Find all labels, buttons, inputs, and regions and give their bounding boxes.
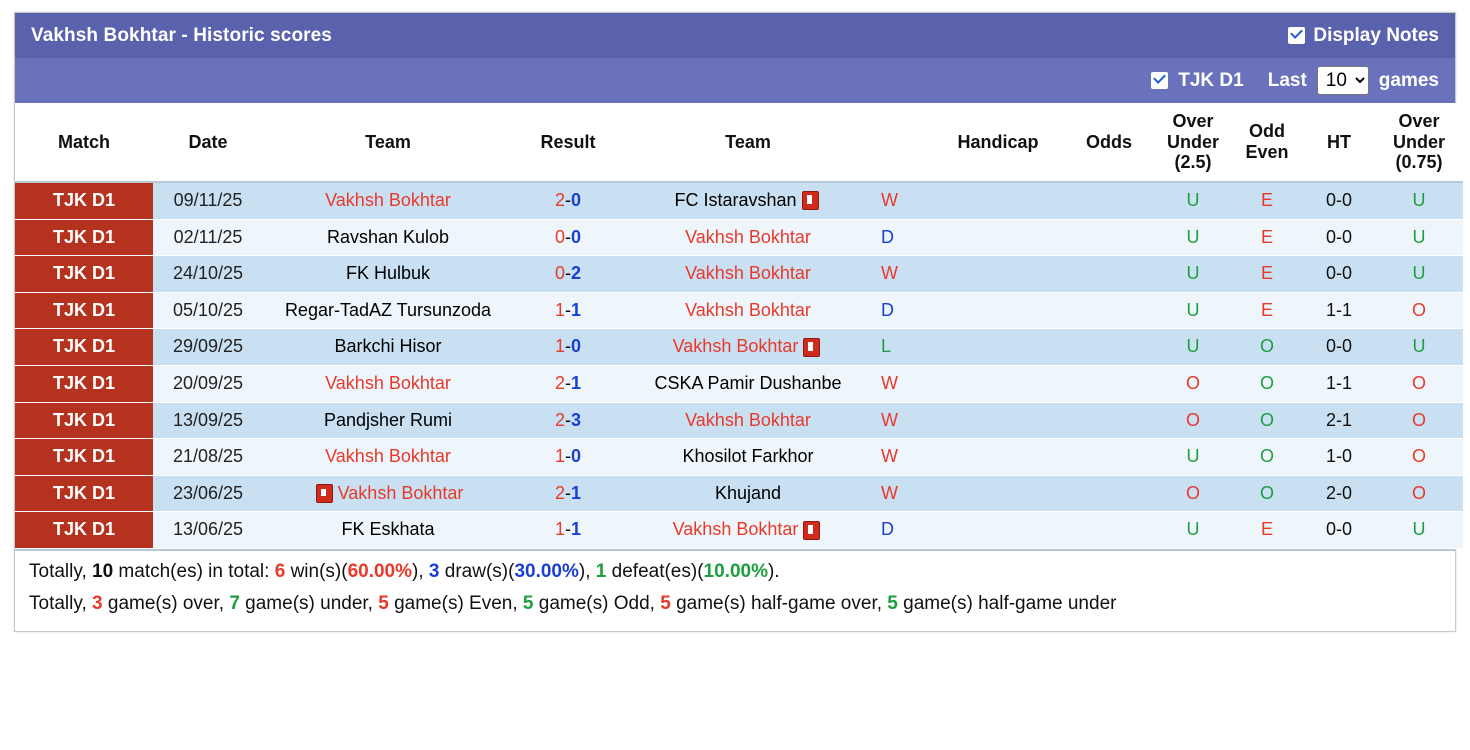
summary2-over: 3: [92, 593, 103, 614]
cell-league: TJK D1: [15, 182, 153, 219]
summary2-t1: game(s) over,: [102, 593, 230, 614]
cell-date: 20/09/25: [153, 366, 263, 403]
table-row[interactable]: [15, 292, 1463, 329]
home-team-name: Vakhsh Bokhtar: [325, 446, 451, 467]
games-count-select[interactable]: [1317, 66, 1369, 95]
away-team-name: Vakhsh Bokhtar: [685, 263, 811, 284]
cell-over-under-075: O: [1375, 475, 1463, 512]
col-wdl: [873, 103, 933, 182]
cell-wdl: W: [873, 475, 933, 512]
cell-odd-even: E: [1231, 219, 1303, 256]
cell-handicap: [933, 329, 1063, 366]
summary2-t4: game(s) Odd,: [533, 593, 661, 614]
cell-odd-even: O: [1231, 475, 1303, 512]
summary2-t3: game(s) Even,: [388, 593, 523, 614]
cell-ht: 1-0: [1303, 439, 1375, 476]
cell-wdl: W: [873, 366, 933, 403]
cell-home-team[interactable]: [263, 402, 513, 439]
cell-date: 23/06/25: [153, 475, 263, 512]
cell-ht: 1-1: [1303, 366, 1375, 403]
summary2-under: 7: [229, 593, 240, 614]
summary2-t5: game(s) half-game over,: [670, 593, 888, 614]
red-card-icon: [803, 521, 820, 540]
col-odds: Odds: [1063, 103, 1155, 182]
summary2-t2: game(s) under,: [239, 593, 379, 614]
col-handicap: Handicap: [933, 103, 1063, 182]
cell-odds: [1063, 439, 1155, 476]
cell-ht: 0-0: [1303, 329, 1375, 366]
away-team-name: Vakhsh Bokhtar: [685, 226, 811, 247]
cell-over-under-25: U: [1155, 512, 1231, 549]
cell-odds: [1063, 182, 1155, 219]
cell-over-under-075: O: [1375, 402, 1463, 439]
cell-away-team[interactable]: [623, 402, 873, 439]
cell-away-team[interactable]: [623, 182, 873, 219]
summary2-half-under: 5: [887, 593, 898, 614]
red-card-icon: [802, 191, 819, 210]
away-team-name: FC Istaravshan: [674, 190, 797, 211]
col-team-home: Team: [263, 103, 513, 182]
col-ou075-line1: Over: [1398, 111, 1440, 131]
cell-over-under-075: U: [1375, 182, 1463, 219]
cell-odds: [1063, 475, 1155, 512]
summary-draw-pct: 30.00%: [514, 561, 579, 582]
cell-odd-even: E: [1231, 292, 1303, 329]
col-over-under-25: [1155, 103, 1231, 182]
col-ou25-line2: Under: [1166, 131, 1219, 152]
cell-date: 29/09/25: [153, 329, 263, 366]
red-card-icon: [803, 338, 820, 357]
table-header-row: [15, 103, 1463, 182]
summary-end: ).: [767, 561, 780, 582]
cell-date: 13/06/25: [153, 512, 263, 549]
col-match: Match: [15, 103, 153, 182]
table-row[interactable]: [15, 256, 1463, 293]
summary-defeat-pct: 10.00%: [703, 561, 768, 582]
col-team-away: Team: [623, 103, 873, 182]
summary-mid5: ),: [578, 561, 596, 582]
cell-over-under-25: U: [1155, 182, 1231, 219]
home-team-name: Barkchi Hisor: [334, 336, 442, 357]
table-row[interactable]: [15, 512, 1463, 549]
cell-over-under-075: U: [1375, 512, 1463, 549]
cell-league: TJK D1: [15, 219, 153, 256]
col-result: Result: [513, 103, 623, 182]
cell-away-team[interactable]: [623, 292, 873, 329]
summary-mid1: match(es) in total:: [113, 561, 275, 582]
cell-odds: [1063, 402, 1155, 439]
table-row[interactable]: [15, 439, 1463, 476]
cell-ht: 2-1: [1303, 402, 1375, 439]
cell-away-team[interactable]: [623, 329, 873, 366]
table-row[interactable]: [15, 475, 1463, 512]
cell-home-team[interactable]: [263, 256, 513, 293]
away-team-name: Vakhsh Bokhtar: [685, 409, 811, 430]
col-oddeven-line2: Even: [1245, 142, 1289, 163]
last-label: Last: [1267, 69, 1307, 91]
cell-home-team[interactable]: [263, 182, 513, 219]
summary-footer: [15, 549, 1455, 631]
cell-date: 05/10/25: [153, 292, 263, 329]
cell-away-team[interactable]: [623, 475, 873, 512]
table-row[interactable]: [15, 182, 1463, 219]
home-team-name: Ravshan Kulob: [326, 226, 450, 247]
cell-result: 1-1: [513, 512, 623, 549]
cell-result: 0-2: [513, 256, 623, 293]
home-team-name: Vakhsh Bokhtar: [325, 190, 451, 211]
cell-over-under-25: U: [1155, 292, 1231, 329]
home-team-name: Regar-TadAZ Tursunzoda: [284, 299, 492, 320]
cell-handicap: [933, 512, 1063, 549]
summary-line-1: [29, 561, 1441, 583]
cell-league: TJK D1: [15, 256, 153, 293]
cell-over-under-25: U: [1155, 219, 1231, 256]
cell-wdl: L: [873, 329, 933, 366]
cell-wdl: W: [873, 182, 933, 219]
cell-handicap: [933, 182, 1063, 219]
cell-home-team[interactable]: [263, 475, 513, 512]
cell-over-under-25: O: [1155, 475, 1231, 512]
cell-league: TJK D1: [15, 366, 153, 403]
historic-scores-panel: [14, 12, 1456, 632]
cell-wdl: D: [873, 292, 933, 329]
cell-date: 13/09/25: [153, 402, 263, 439]
col-odd-even: [1231, 103, 1303, 182]
summary2-even: 5: [378, 593, 389, 614]
cell-odd-even: O: [1231, 366, 1303, 403]
cell-home-team[interactable]: [263, 512, 513, 549]
col-oddeven-line1: Odd: [1249, 121, 1285, 142]
cell-result: 1-0: [513, 329, 623, 366]
cell-handicap: [933, 402, 1063, 439]
cell-over-under-075: O: [1375, 439, 1463, 476]
cell-over-under-25: O: [1155, 366, 1231, 403]
home-team-name: Vakhsh Bokhtar: [325, 373, 451, 394]
cell-home-team[interactable]: [263, 366, 513, 403]
cell-handicap: [933, 366, 1063, 403]
cell-away-team[interactable]: [623, 512, 873, 549]
summary2-odd: 5: [522, 593, 534, 614]
col-ou25-line3: (2.5): [1174, 152, 1212, 173]
summary2-half-over: 5: [660, 593, 671, 614]
display-notes-toggle[interactable]: [1288, 25, 1439, 47]
summary-draws: 3: [428, 561, 440, 582]
summary-mid2: win(s)(: [285, 561, 348, 582]
cell-away-team[interactable]: [623, 366, 873, 403]
cell-odds: [1063, 219, 1155, 256]
cell-ht: 1-1: [1303, 292, 1375, 329]
table-row[interactable]: [15, 402, 1463, 439]
panel-subheader: [15, 58, 1455, 103]
cell-over-under-25: U: [1155, 256, 1231, 293]
col-ht: HT: [1303, 103, 1375, 182]
away-team-name: Vakhsh Bokhtar: [672, 519, 799, 540]
col-ou075-line2: Under: [1392, 131, 1445, 152]
cell-odds: [1063, 292, 1155, 329]
cell-odds: [1063, 512, 1155, 549]
cell-wdl: W: [873, 402, 933, 439]
summary-defeats: 1: [595, 561, 607, 582]
cell-ht: 0-0: [1303, 182, 1375, 219]
cell-over-under-25: O: [1155, 402, 1231, 439]
cell-home-team[interactable]: [263, 219, 513, 256]
games-label: games: [1378, 69, 1439, 91]
away-team-name: Vakhsh Bokhtar: [672, 336, 799, 357]
cell-ht: 0-0: [1303, 219, 1375, 256]
league-filter-checkbox[interactable]: [1151, 72, 1168, 89]
cell-league: TJK D1: [15, 329, 153, 366]
cell-over-under-25: U: [1155, 439, 1231, 476]
cell-date: 09/11/25: [153, 182, 263, 219]
col-ou075-line3: (0.75): [1395, 152, 1443, 173]
scores-table: [15, 103, 1463, 549]
panel-header: [15, 13, 1455, 58]
cell-odd-even: O: [1231, 329, 1303, 366]
away-team-name: CSKA Pamir Dushanbe: [654, 373, 842, 394]
cell-result: 2-0: [513, 182, 623, 219]
cell-result: 2-1: [513, 475, 623, 512]
away-team-name: Khujand: [714, 482, 782, 503]
cell-away-team[interactable]: [623, 219, 873, 256]
home-team-name: Pandjsher Rumi: [323, 409, 453, 430]
cell-result: 0-0: [513, 219, 623, 256]
table-body: [15, 182, 1463, 548]
cell-ht: 0-0: [1303, 256, 1375, 293]
cell-handicap: [933, 256, 1063, 293]
cell-odds: [1063, 329, 1155, 366]
cell-over-under-075: O: [1375, 292, 1463, 329]
cell-handicap: [933, 292, 1063, 329]
display-notes-label: Display Notes: [1313, 24, 1439, 46]
display-notes-checkbox[interactable]: [1288, 27, 1305, 44]
cell-ht: 0-0: [1303, 512, 1375, 549]
cell-handicap: [933, 475, 1063, 512]
cell-wdl: D: [873, 219, 933, 256]
cell-over-under-25: U: [1155, 329, 1231, 366]
col-ou25-line1: Over: [1172, 111, 1214, 131]
cell-home-team[interactable]: [263, 439, 513, 476]
home-team-name: FK Eskhata: [341, 519, 435, 540]
cell-odds: [1063, 366, 1155, 403]
table-row[interactable]: [15, 366, 1463, 403]
league-filter-label: TJK D1: [1178, 69, 1244, 91]
summary-mid6: defeat(es)(: [606, 561, 704, 582]
summary-win-pct: 60.00%: [347, 561, 413, 582]
home-team-name: FK Hulbuk: [345, 263, 431, 284]
table-row[interactable]: [15, 329, 1463, 366]
summary-total: 10: [92, 561, 114, 582]
cell-odds: [1063, 256, 1155, 293]
col-date: Date: [153, 103, 263, 182]
cell-wdl: D: [873, 512, 933, 549]
cell-date: 24/10/25: [153, 256, 263, 293]
red-yellow-card-icon: [316, 484, 333, 503]
cell-ht: 2-0: [1303, 475, 1375, 512]
summary-mid4: draw(s)(: [439, 561, 515, 582]
cell-handicap: [933, 439, 1063, 476]
summary2-pre: Totally,: [29, 593, 93, 614]
summary-mid3: ),: [412, 561, 429, 582]
cell-odd-even: E: [1231, 512, 1303, 549]
cell-league: TJK D1: [15, 512, 153, 549]
cell-home-team[interactable]: [263, 292, 513, 329]
cell-away-team[interactable]: [623, 256, 873, 293]
cell-league: TJK D1: [15, 439, 153, 476]
cell-over-under-075: O: [1375, 366, 1463, 403]
col-over-under-075: [1375, 103, 1463, 182]
summary-pre: Totally,: [29, 561, 93, 582]
cell-handicap: [933, 219, 1063, 256]
cell-odd-even: O: [1231, 402, 1303, 439]
cell-result: 2-1: [513, 366, 623, 403]
cell-away-team[interactable]: [623, 439, 873, 476]
cell-result: 1-0: [513, 439, 623, 476]
cell-wdl: W: [873, 439, 933, 476]
cell-league: TJK D1: [15, 402, 153, 439]
cell-over-under-075: U: [1375, 329, 1463, 366]
cell-result: 1-1: [513, 292, 623, 329]
away-team-name: Vakhsh Bokhtar: [685, 299, 811, 320]
summary-line-2: [29, 593, 1441, 615]
cell-odd-even: E: [1231, 182, 1303, 219]
cell-result: 2-3: [513, 402, 623, 439]
summary-wins: 6: [274, 561, 286, 582]
cell-odd-even: O: [1231, 439, 1303, 476]
summary2-t6: game(s) half-game under: [897, 593, 1117, 614]
away-team-name: Khosilot Farkhor: [682, 446, 814, 467]
cell-league: TJK D1: [15, 475, 153, 512]
table-row[interactable]: [15, 219, 1463, 256]
cell-over-under-075: U: [1375, 219, 1463, 256]
cell-date: 21/08/25: [153, 439, 263, 476]
cell-odd-even: E: [1231, 256, 1303, 293]
cell-league: TJK D1: [15, 292, 153, 329]
cell-date: 02/11/25: [153, 219, 263, 256]
cell-home-team[interactable]: [263, 329, 513, 366]
cell-over-under-075: U: [1375, 256, 1463, 293]
cell-wdl: W: [873, 256, 933, 293]
home-team-name: Vakhsh Bokhtar: [337, 482, 464, 503]
page-title: Vakhsh Bokhtar - Historic scores: [31, 24, 332, 46]
